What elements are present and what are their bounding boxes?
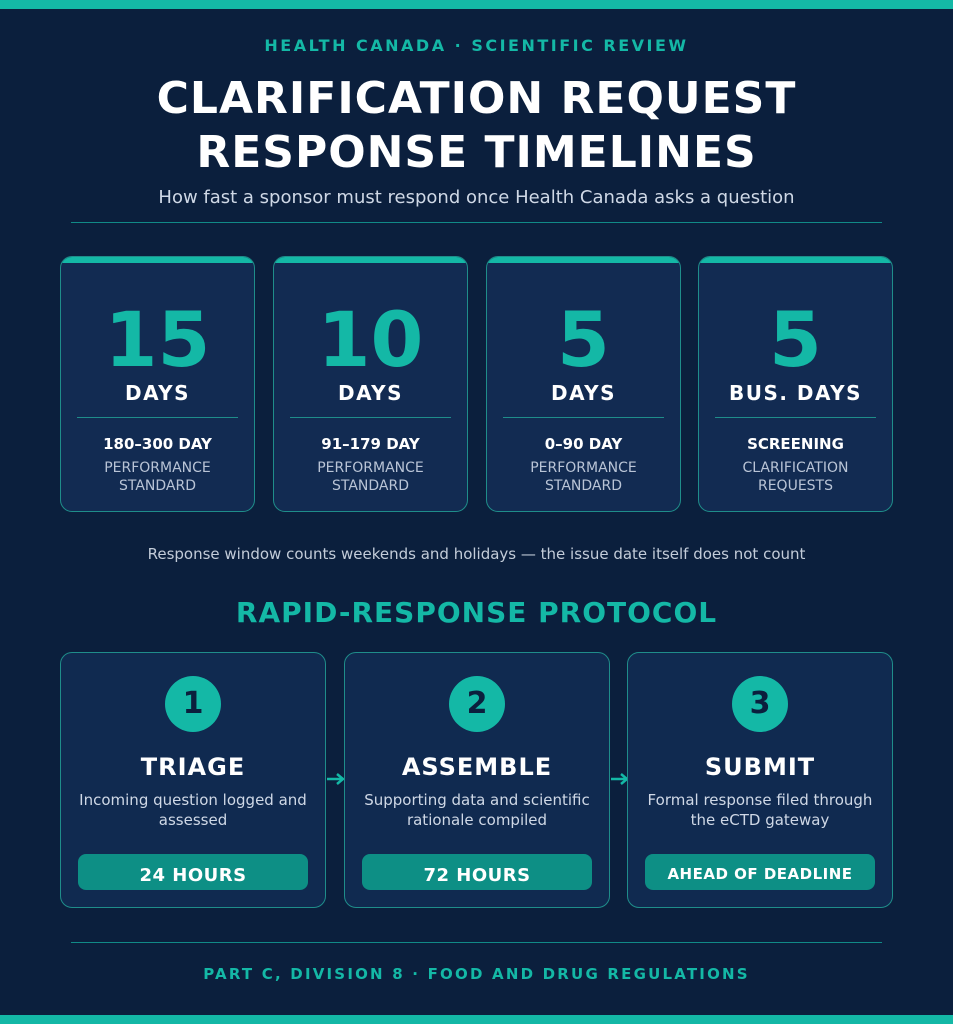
footer-divider [71,942,882,943]
card-divider [503,417,664,418]
header-divider [71,222,882,223]
stat-card-screening [698,256,893,512]
stat-number: 10 [317,295,424,384]
bottom-accent-bar [0,1015,953,1024]
card-divider [77,417,238,418]
arrow-right-icon [326,769,345,789]
stat-card-91-179 [273,256,468,512]
stat-description [282,459,459,495]
step-name: SUBMIT [704,753,816,781]
desc-line: assessed [158,811,228,829]
stat-number: 5 [557,295,610,384]
footer-citation: PART C, DIVISION 8 · FOOD AND DRUG REGULATIONS [203,965,750,983]
protocol-title: RAPID-RESPONSE PROTOCOL [235,596,718,629]
stat-unit: DAYS [124,381,191,405]
stat-unit: BUS. DAYS [728,381,862,405]
step-name: ASSEMBLE [401,753,553,781]
step-triage [60,652,326,908]
subtitle: How fast a sponsor must respond once Health Canada asks a question [158,187,795,208]
stat-range: 91–179 DAY [321,435,420,453]
step-duration-badge: AHEAD OF DEADLINE [645,854,875,890]
stat-description [69,459,246,495]
card-accent [487,257,680,263]
title-line-1: CLARIFICATION REQUEST [156,73,797,124]
stat-card-0-90 [486,256,681,512]
stat-description [707,459,884,495]
card-divider [715,417,876,418]
desc-line: Formal response filed through [647,791,873,809]
step-number-badge: 1 [165,676,221,732]
desc-line: STANDARD [118,478,197,494]
step-description [73,790,313,830]
step-description [640,790,880,830]
card-accent [699,257,892,263]
step-duration-badge: 24 HOURS [78,854,308,890]
desc-line: rationale compiled [406,811,548,829]
card-accent [274,257,467,263]
stat-card-180-300 [60,256,255,512]
desc-line: Incoming question logged and [79,791,307,809]
step-number-badge: 3 [732,676,788,732]
stat-unit: DAYS [337,381,404,405]
stat-range: SCREENING [747,435,844,453]
title-line-2: RESPONSE TIMELINES [196,127,757,178]
stat-number: 15 [104,295,211,384]
stat-description [495,459,672,495]
step-duration-badge: 72 HOURS [362,854,592,890]
desc-line: REQUESTS [757,478,833,494]
stat-range: 180–300 DAY [103,435,212,453]
desc-line: PERFORMANCE [317,460,424,476]
stat-number: 5 [769,295,822,384]
step-assemble [344,652,610,908]
desc-line: STANDARD [331,478,410,494]
desc-line: Supporting data and scientific [364,791,590,809]
desc-line: PERFORMANCE [104,460,211,476]
top-accent-bar [0,0,953,9]
desc-line: PERFORMANCE [530,460,637,476]
step-name: TRIAGE [140,753,246,781]
desc-line: CLARIFICATION [742,460,849,476]
desc-line: STANDARD [544,478,623,494]
step-description [357,790,597,830]
step-number-badge: 2 [449,676,505,732]
page-title [0,72,953,180]
stat-unit: DAYS [550,381,617,405]
kicker: HEALTH CANADA · SCIENTIFIC REVIEW [264,36,689,55]
response-window-note: Response window counts weekends and holidays — the issue date itself does not count [147,545,806,563]
card-divider [290,417,451,418]
card-accent [61,257,254,263]
step-submit [627,652,893,908]
stat-range: 0–90 DAY [544,435,623,453]
desc-line: the eCTD gateway [690,811,830,829]
